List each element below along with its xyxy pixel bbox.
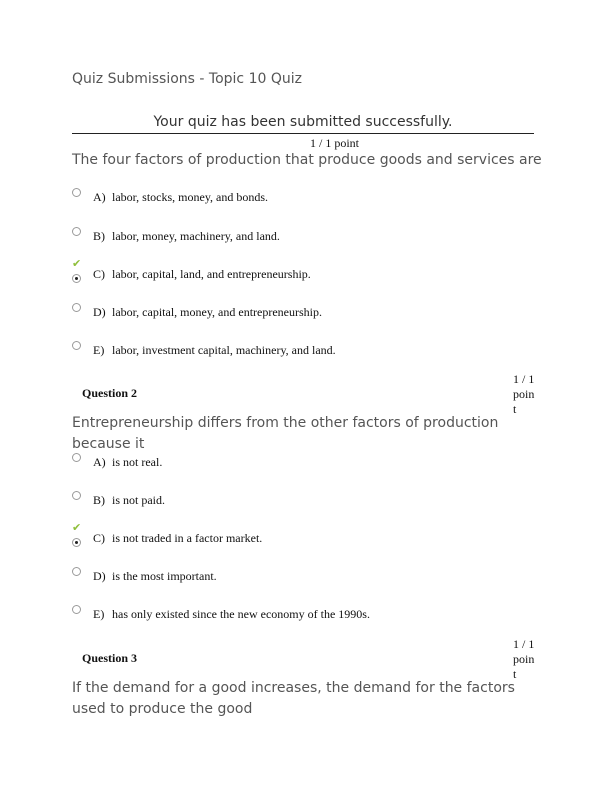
radio-button-icon[interactable] (72, 303, 81, 312)
option-text: is not traded in a factor market. (112, 531, 263, 545)
question-1-points: 1 / 1 point (310, 136, 360, 150)
question-2-text: Entrepreneurship differs from the other factors of production because it (72, 415, 499, 452)
option-letter: D) (93, 305, 106, 319)
option-letter: A) (93, 190, 106, 204)
radio-button-icon[interactable] (72, 491, 81, 500)
option-text: is not real. (112, 455, 163, 469)
option-text: labor, investment capital, machinery, and land. (112, 343, 336, 357)
divider (72, 133, 534, 134)
page-title: Quiz Submissions - Topic 10 Quiz (72, 71, 302, 87)
question-1-text: The four factors of production that produce goods and services are (72, 152, 542, 168)
option-text: is the most important. (112, 569, 217, 583)
option-text: labor, stocks, money, and bonds. (112, 190, 269, 204)
option-letter: D) (93, 569, 106, 583)
submitted-message: Your quiz has been submitted successfully. (153, 114, 453, 130)
option-letter: C) (93, 531, 105, 545)
question-2-points: 1 / 1 point (513, 372, 535, 416)
option-text: has only existed since the new economy of the 1990s. (112, 607, 370, 621)
option-letter: E) (93, 343, 105, 357)
radio-button-icon[interactable] (72, 188, 81, 197)
option-text: labor, money, machinery, and land. (112, 229, 280, 243)
checkmark-icon: ✔ (72, 258, 82, 270)
option-text: labor, capital, money, and entrepreneurship. (112, 305, 322, 319)
radio-button-icon[interactable] (72, 274, 81, 283)
option-letter: C) (93, 267, 105, 281)
radio-button-icon[interactable] (72, 567, 81, 576)
question-3-points: 1 / 1 point (513, 637, 535, 681)
checkmark-icon: ✔ (72, 522, 82, 534)
option-text: labor, capital, land, and entrepreneurship. (112, 267, 311, 281)
radio-button-icon[interactable] (72, 453, 81, 462)
radio-button-icon[interactable] (72, 605, 81, 614)
radio-button-icon[interactable] (72, 227, 81, 236)
option-text: is not paid. (112, 493, 165, 507)
question-3-label: Question 3 (82, 651, 138, 665)
option-letter: A) (93, 455, 106, 469)
question-2-label: Question 2 (82, 386, 138, 400)
question-3-text: If the demand for a good increases, the demand for the factors used to produce the good (72, 680, 515, 717)
option-letter: B) (93, 229, 105, 243)
option-letter: E) (93, 607, 105, 621)
radio-button-icon[interactable] (72, 341, 81, 350)
radio-button-icon[interactable] (72, 538, 81, 547)
option-letter: B) (93, 493, 105, 507)
